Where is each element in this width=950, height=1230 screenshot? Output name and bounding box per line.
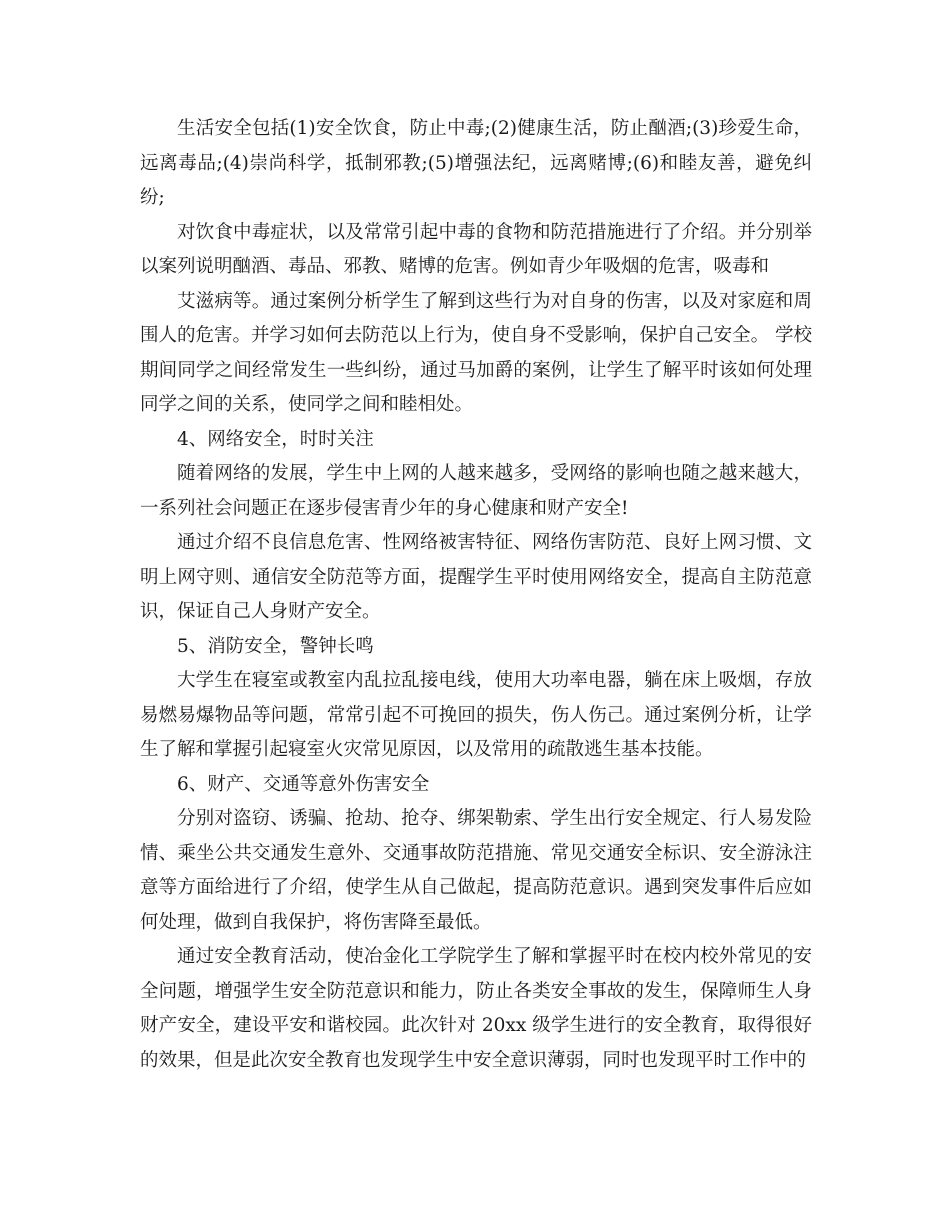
heading-network-safety: 4、网络安全，时时关注 [177, 428, 374, 450]
document-body [140, 112, 812, 1078]
heading-property-traffic: 6、财产、交通等意外伤害安全 [177, 773, 430, 795]
paragraph-aids-cases: 艾滋病等。通过案例分析学生了解到这些行为对自身的伤害，以及对家庭和周围人的危害。并学习如何去防范以上行为，使自身不受影响，保护自己安全。 学校期间同学之间经常发生一些纠纷，通过马加爵的案例，让学生了解平时该如何处理同学之间的关系，使同学之间和睦相处。 [140, 290, 812, 415]
heading-fire-safety: 5、消防安全，警钟长鸣 [177, 635, 374, 657]
paragraph-summary: 通过安全教育活动，使冶金化工学院学生了解和掌握平时在校内校外常见的安全问题，增强学生安全防范意识和能力，防止各类安全事故的发生，保障师生人身财产安全，建设平安和谐校园。此次针对 20xx 级学生进行的安全教育，取得很好的效果，但是此次安全教育也发现学生中安全意识薄弱，同时也发现平时工作中的 [140, 946, 812, 1071]
paragraph-food-poisoning: 对饮食中毒症状，以及常常引起中毒的食物和防范措施进行了介绍。并分别举以案列说明酗酒、毒品、邪教、赌博的危害。例如青少年吸烟的危害，吸毒和 [140, 221, 812, 277]
paragraph-property-traffic: 分别对盗窃、诱骗、抢劫、抢夺、绑架勒索、学生出行安全规定、行人易发险情、乘坐公共交通发生意外、交通事故防范措施、常见交通安全标识、安全游泳注意等方面给进行了介绍，使学生从自己做起，提高防范意识。遇到突发事件后应如何处理，做到自我保护，将伤害降至最低。 [140, 808, 812, 933]
paragraph-fire-hazards: 大学生在寝室或教室内乱拉乱接电线，使用大功率电器，躺在床上吸烟，存放易燃易爆物品等问题，常常引起不可挽回的损失，伤人伤己。通过案例分析，让学生了解和掌握引起寝室火灾常见原因，以及常用的疏散逃生基本技能。 [140, 670, 812, 760]
paragraph-network-measures: 通过介绍不良信息危害、性网络被害特征、网络伤害防范、良好上网习惯、文明上网守则、通信安全防范等方面，提醒学生平时使用网络安全，提高自主防范意识，保证自己人身财产安全。 [140, 532, 812, 622]
paragraph-life-safety: 生活安全包括(1)安全饮食，防止中毒;(2)健康生活，防止酗酒;(3)珍爱生命，远离毒品;(4)崇尚科学，抵制邪教;(5)增强法纪，远离赌博;(6)和睦友善，避免纠纷; [140, 118, 812, 208]
paragraph-network-development: 随着网络的发展，学生中上网的人越来越多，受网络的影响也随之越来越大，一系列社会问题正在逐步侵害青少年的身心健康和财产安全! [140, 463, 812, 519]
